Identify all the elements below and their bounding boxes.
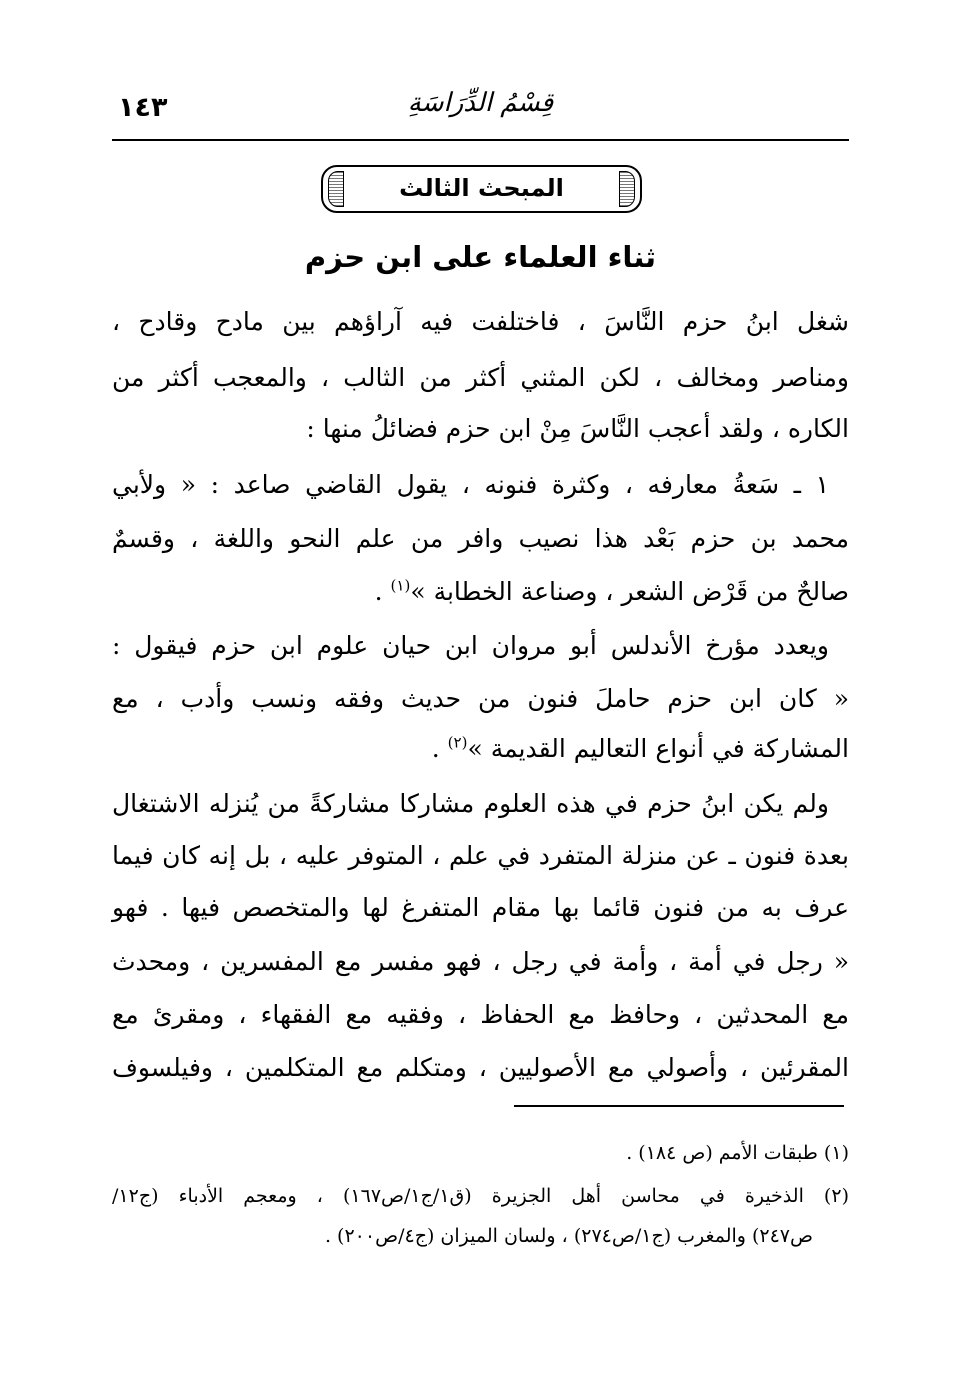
body-line: الكاره ، ولقد أعجب النَّاسَ مِنْ ابن حزم فضائلُ منها : <box>306 414 849 443</box>
page-number: ١٤٣ <box>118 92 168 123</box>
footnote-2-continued: ص٢٤٧) والمغرب (ج١/ص٢٧٤) ، ولسان الميزان (ج٤/ص٢٠٠) . <box>324 1225 813 1247</box>
body-line: ١ ـ سَعةُ معارفه ، وكثرة فنونه ، يقول القاضي صاعد : « ولأبي <box>112 470 829 499</box>
body-line <box>112 722 849 776</box>
running-head: قِسْمُ الدِّرَاسَةِ <box>407 88 554 118</box>
sentence-dot: . <box>374 577 383 606</box>
page-header <box>112 84 849 132</box>
header-rule <box>112 139 849 141</box>
footnote-separator <box>514 1105 844 1107</box>
body-line: محمد بن حزم بَعْد هذا نصيب وافر من علم النحو واللغة ، وقسمٌ <box>112 524 849 553</box>
sentence-dot: . <box>431 734 440 763</box>
line-text: المشاركة في أنواع التعاليم القديمة » <box>467 734 849 763</box>
box-ornament-right <box>619 171 635 207</box>
footnote-ref-1: (١) <box>390 576 411 595</box>
footnote-2: (٢) الذخيرة في محاسن أهل الجزيرة (ق١/ج١/ص١٦٧) ، ومعجم الأدباء (ج١٢/ <box>112 1185 849 1207</box>
body-line: ويعدد مؤرخ الأندلس أبو مروان ابن حيان علوم ابن حزم فيقول : <box>112 631 829 660</box>
line-text: صالحٌ من قَرْض الشعر ، وصناعة الخطابة » <box>410 577 849 606</box>
box-ornament-left <box>328 171 344 207</box>
section-title: المبحث الثالث <box>399 174 564 202</box>
body-line: « كان ابن حزم حاملَ فنون من حديث وفقه ونسب وأدب ، مع <box>112 684 849 713</box>
body-line: ومناصر ومخالف ، لكن المثني أكثر من الثالب ، والمعجب أكثر من <box>112 363 849 392</box>
body-line: عرف به من فنون قائما بها مقام المتفرغ لها والمتخصص فيها . فهو <box>112 893 849 922</box>
footnote-ref-2: (٢) <box>447 733 468 752</box>
chapter-title: ثناء العلماء على ابن حزم <box>304 240 657 274</box>
body-line: « رجل في أمة ، وأمة في رجل ، فهو مفسر مع المفسرين ، ومحدث <box>112 947 849 976</box>
body-line: شغل ابنُ حزم النَّاسَ ، فاختلفت فيه آراؤهم بين مادح وقادح ، <box>112 307 849 336</box>
footnote-1: (١) طبقات الأمم (ص ١٨٤) . <box>626 1142 849 1164</box>
section-heading-box <box>321 165 642 213</box>
body-line: مع المحدثين ، وحافظ مع الحفاظ ، وفقيه مع الفقهاء ، ومقرئ مع <box>112 1000 849 1029</box>
body-line: بعدة فنون ـ عن منزلة المتفرد في علم ، المتوفر عليه ، بل إنه كان فيما <box>112 841 849 870</box>
body-line <box>112 565 849 619</box>
body-line: المقرئين ، وأصولي مع الأصوليين ، ومتكلم مع المتكلمين ، وفيلسوف <box>112 1053 849 1082</box>
body-line: ولم يكن ابنُ حزم في هذه العلوم مشاركا مشاركةً من يُنزله الاشتغال <box>112 789 829 818</box>
